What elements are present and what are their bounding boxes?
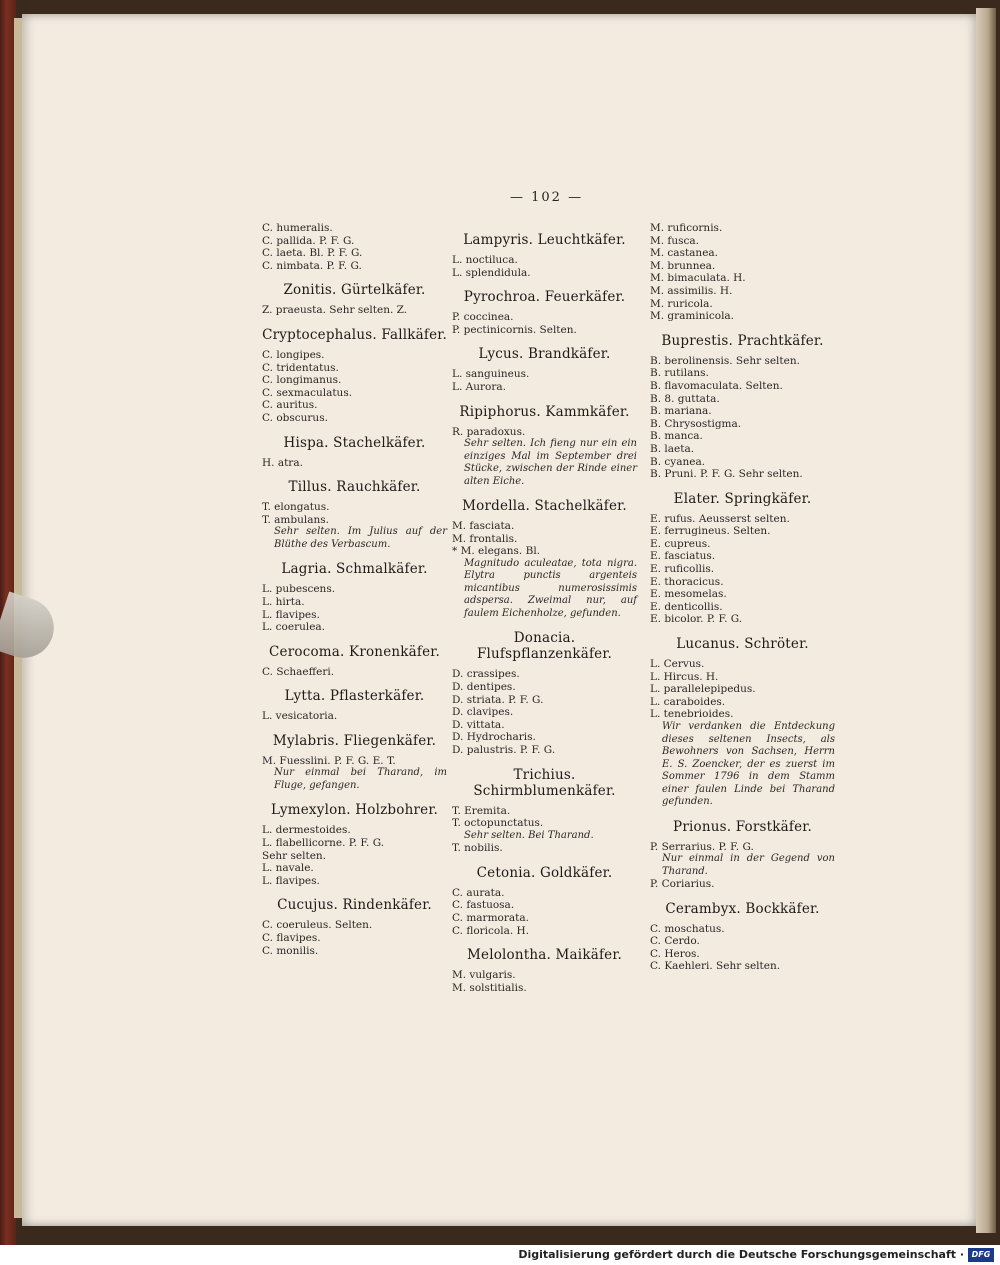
species-entry: C. Heros. [650,947,700,960]
species-entry: C. floricola. H. [452,924,530,937]
species-entry: L. coerulea. [262,621,326,634]
genus-heading: Prionus. Forstkäfer. [673,818,812,835]
dfg-logo: DFG [968,1248,994,1262]
species-entry: E. ruficollis. [650,563,715,576]
species-entry: E. ferrugineus. Selten. [650,525,771,538]
species-note: Nur einmal bei Tharand, im Fluge, gefangen. [274,767,447,791]
species-entry: C. Kaehleri. Sehr selten. [650,960,781,973]
species-entry: P. Serrarius. P. F. G. [650,840,754,853]
species-entry: L. Cervus. [650,658,705,671]
genus-section [262,688,447,723]
species-entry: C. tridentatus. [262,361,339,374]
genus-heading: Trichius. Schirmblumenkäfer. [473,766,616,799]
species-entry: C. marmorata. [452,912,529,925]
species-entry: M. bimaculata. H. [650,272,746,285]
species-entry: C. aurata. [452,886,505,899]
species-entry: E. bicolor. P. F. G. [650,613,743,626]
species-entry: B. rutilans. [650,367,709,380]
genus-heading: Lagria. Schmalkäfer. [281,561,428,578]
species-entry: M. graminicola. [650,310,735,323]
species-entry: Z. praeusta. Sehr selten. Z. [262,304,408,317]
species-entry: M. assimilis. H. [650,284,733,297]
genus-heading: Lymexylon. Holzbohrer. [270,802,438,819]
genus-section [650,333,835,481]
species-entry: M. vulgaris. [452,969,516,982]
species-entry: M. frontalis. [452,532,518,545]
species-entry: M. castanea. [650,247,719,260]
footer-bar [0,1245,1000,1265]
species-note: Magnitudo aculeatae, tota nigra. Elytra punctis argenteis micantibus numerosissimis adspersa. Zweimal nur, auf faulem Eichenholze, gefunden. [464,557,637,619]
genus-section [452,289,637,336]
genus-section [650,491,835,626]
genus-heading: Mordella. Stachelkäfer. [462,498,627,515]
genus-heading: Lampyris. Leuchtkäfer. [463,232,626,248]
species-entry: T. nobilis. [452,842,503,855]
species-entry: L. splendidula. [452,266,531,279]
genus-heading: Donacia. Flufspflanzenkäfer. [476,630,613,663]
genus-heading: Mylabris. Fliegenkäfer. [272,732,437,749]
genus-section [262,222,447,272]
genus-section [650,819,835,879]
species-entry: L. dermestoides. [262,824,351,837]
species-entry: B. Pruni. P. F. G. Sehr selten. [650,468,803,481]
species-entry: B. cyanea. [650,455,706,468]
footer-credit: Digitalisierung gefördert durch die Deutsche Forschungsgemeinschaft · [518,1248,964,1261]
genus-section [452,865,637,937]
species-note: Sehr selten. Bei Tharand. [464,829,594,841]
genus-section [262,327,447,425]
genus-section [262,282,447,317]
species-entry: L. noctiluca. [452,254,518,266]
species-entry: D. vittata. [452,718,505,731]
genus-section [650,222,835,323]
species-note: Nur einmal in der Gegend von Tharand. [662,853,835,877]
species-entry: M. ruricola. [650,297,713,310]
species-entry: B. 8. guttata. [650,392,720,405]
species-entry: L. Aurora. [452,380,506,393]
species-entry: L. flabellicorne. P. F. G. [262,837,385,850]
species-entry: L. flavipes. [262,608,320,621]
genus-heading: Hispa. Stachelkäfer. [283,434,426,451]
species-entry: E. thoracicus. [650,575,724,588]
species-entry: D. clavipes. [452,706,514,719]
genus-section [262,435,447,470]
genus-heading: Melolontha. Maikäfer. [466,947,622,964]
species-entry: E. cupreus. [650,537,711,550]
species-entry: * M. elegans. Bl. [452,545,541,558]
genus-heading: Ripiphorus. Kammkäfer. [459,403,630,420]
genus-section [650,901,835,973]
species-entry: B. Chrysostigma. [650,417,742,430]
genus-heading: Cerocoma. Kronenkäfer. [269,643,440,660]
species-note: Sehr selten. Im Julius auf der Blüthe des Verbascum. [274,526,447,550]
species-entry: D. dentipes. [452,681,516,694]
genus-heading: Lytta. Pflasterkäfer. [284,688,425,705]
genus-section [452,947,637,994]
genus-heading: Elater. Springkäfer. [673,490,812,507]
species-entry: C. fastuosa. [452,899,515,912]
species-entry: L. navale. [262,862,314,875]
species-entry: C. obscurus. [262,411,328,424]
genus-heading: Buprestis. Prachtkäfer. [661,332,824,349]
species-entry: L. Hircus. H. [650,670,719,683]
species-entry: L. sanguineus. [452,368,530,381]
species-entry: T. elongatus. [262,501,330,514]
species-entry: M. Fuesslini. P. F. G. E. T. [262,754,396,767]
species-entry: H. atra. [262,456,303,469]
species-entry: T. ambulans. [262,513,329,526]
species-entry: Sehr selten. [262,849,327,862]
species-entry: L. hirta. [262,595,305,608]
species-entry: E. rufus. Aeusserst selten. [650,512,790,525]
species-entry: E. mesomelas. [650,588,727,601]
species-entry: C. monilis. [262,944,319,957]
species-entry: B. flavomaculata. Selten. [650,379,783,392]
column-1 [262,222,447,957]
species-entry: B. manca. [650,430,703,443]
species-entry: M. brunnea. [650,259,716,272]
species-entry: C. nimbata. P. F. G. [262,259,362,272]
species-entry: R. paradoxus. [452,425,526,438]
species-entry: C. auritus. [262,399,318,412]
genus-heading: Cetonia. Goldkäfer. [476,864,613,881]
genus-section [452,498,637,620]
species-entry: E. fasciatus. [650,550,716,563]
page-number: — 102 — [510,190,584,205]
species-entry: C. humeralis. [262,222,333,234]
species-entry: M. fasciata. [452,520,515,533]
species-entry: C. Cerdo. [650,935,700,948]
column-3 [650,222,835,973]
genus-heading: Cucujus. Rindenkäfer. [277,897,432,914]
species-entry: L. parallelepipedus. [650,683,756,696]
species-entry: L. pubescens. [262,583,336,596]
species-entry: L. vesicatoria. [262,710,338,723]
species-entry: D. crassipes. [452,668,520,681]
species-entry: C. longipes. [262,348,325,361]
genus-section [452,767,637,843]
genus-heading: Cerambyx. Bockkäfer. [665,900,820,917]
species-note: Wir verdanken die Entdeckung dieses seltenen Insects, als Bewohners von Sachsen, Herrn E. S. Zoencker, der es zuerst im Sommer 1796 in dem Stamm einer faulen Linde bei Tharand gefunden. [662,721,835,807]
genus-section [452,842,637,855]
species-entry: D. striata. P. F. G. [452,693,544,706]
genus-section [452,630,637,756]
species-entry: L. caraboides. [650,695,726,708]
species-entry: C. coeruleus. Selten. [262,919,373,932]
genus-section [452,404,637,489]
species-note: Sehr selten. Ich fieng nur ein ein einziges Mal im September drei Stücke, zwischen der Rinde einer alten Eiche. [464,438,637,487]
species-entry: C. Schaefferi. [262,665,335,678]
species-entry: C. sexmaculatus. [262,386,353,399]
species-entry: C. flavipes. [262,932,321,945]
species-entry: L. flavipes. [262,874,320,887]
genus-heading: Lycus. Brandkäfer. [478,346,611,363]
species-entry: M. solstitialis. [452,981,527,994]
species-entry: C. pallida. P. F. G. [262,234,355,247]
genus-heading: Zonitis. Gürtelkäfer. [283,282,426,299]
genus-section [262,733,447,793]
species-entry: P. Coriarius. [650,878,715,891]
species-entry: P. coccinea. [452,311,514,324]
species-entry: C. longimanus. [262,374,342,387]
genus-heading: Pyrochroa. Feuerkäfer. [463,289,626,306]
genus-section [262,802,447,887]
genus-section [262,897,447,957]
species-entry: B. berolinensis. Sehr selten. [650,354,800,367]
species-entry: T. Eremita. [452,804,511,817]
genus-heading: Lucanus. Schröter. [676,636,809,653]
species-entry: P. pectinicornis. Selten. [452,323,577,336]
species-entry: D. palustris. P. F. G. [452,744,556,756]
genus-heading: Cryptocephalus. Fallkäfer. [262,326,447,343]
species-entry: M. fusca. [650,234,699,247]
species-entry: B. laeta. [650,442,695,455]
genus-section [452,232,637,279]
genus-section [262,644,447,679]
column-2 [452,222,637,994]
species-entry: M. ruficornis. [650,222,723,234]
genus-section [452,346,637,393]
species-entry: L. tenebrioides. [650,708,734,721]
genus-section [650,636,835,808]
species-entry: B. mariana. [650,405,712,418]
species-entry: C. laeta. Bl. P. F. G. [262,247,363,260]
genus-section [262,479,447,551]
genus-section [262,561,447,633]
genus-heading: Tillus. Rauchkäfer. [288,479,421,496]
genus-section [650,878,835,891]
species-entry: T. octopunctatus. [452,817,544,830]
species-entry: C. moschatus. [650,922,725,935]
species-entry: D. Hydrocharis. [452,731,536,744]
species-entry: E. denticollis. [650,600,723,613]
page-edge-right [976,8,996,1233]
